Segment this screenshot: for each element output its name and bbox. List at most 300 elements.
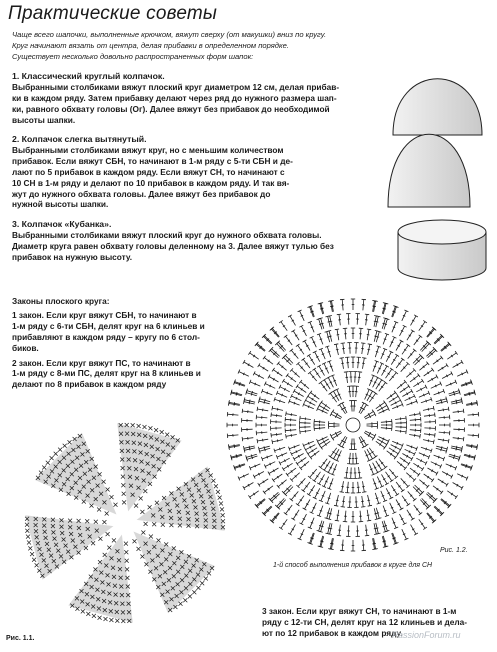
stitch-mark: [211, 479, 215, 483]
stitch-mark: [337, 335, 340, 336]
stitch-mark: [91, 541, 95, 545]
stitch-mark: [267, 456, 268, 459]
stitch-mark: [376, 322, 379, 323]
classic-cap-shape: [393, 79, 482, 135]
stitch-mark: [377, 337, 380, 338]
stitch-mark: [338, 444, 342, 447]
stitch-mark: [381, 441, 382, 443]
stitch-mark: [307, 394, 309, 398]
stitch-mark: [133, 539, 137, 543]
stitch-mark: [248, 364, 249, 366]
stitch-mark: [384, 510, 387, 511]
stitch-mark: [265, 449, 266, 452]
stitch-mark: [340, 492, 344, 493]
stitch-mark: [398, 345, 400, 346]
stitch-mark: [298, 455, 299, 457]
stitch-mark: [294, 402, 295, 405]
stitch-mark: [423, 454, 424, 456]
stitch-mark: [419, 512, 423, 515]
stitch-mark: [384, 339, 387, 340]
elongated-cap-shape: [388, 134, 470, 207]
stitch-mark: [26, 535, 30, 539]
stitch-mark: [380, 379, 384, 381]
stitch-mark: [98, 616, 102, 620]
section-line: жут до нужного обхвата головы. Далее вяжут без прибавок до: [12, 188, 271, 199]
stitch-mark: [409, 397, 410, 399]
stitch-mark: [407, 393, 408, 395]
stitch-mark: [200, 581, 204, 585]
stitch-mark: [255, 465, 256, 467]
stitch-mark: [327, 337, 330, 338]
stitch-mark: [300, 430, 301, 434]
stitch-mark: [307, 354, 311, 356]
stitch-mark: [372, 437, 375, 441]
stitch-mark: [440, 356, 443, 360]
stitch-mark: [216, 490, 220, 494]
stitch-mark: [263, 409, 264, 412]
stitch-mark: [344, 478, 348, 479]
section-line: Выбранными столбиками вяжут плоский круг до нужного обхвата головы.: [12, 229, 322, 240]
stitch-mark: [165, 433, 169, 437]
stitch-mark: [271, 433, 272, 437]
intro-line: Круг начинают вязать от центра, делая прибавки в определенном порядке.: [12, 41, 289, 50]
stitch-mark: [335, 395, 337, 396]
stitch-mark: [263, 439, 264, 442]
stitch-mark: [46, 461, 50, 465]
stitch-mark: [397, 394, 399, 398]
section-line: прибавок. Если вяжут СБН, то начинают в 1-м ряду с 5-ти СБН и де-: [12, 155, 293, 166]
section-line: нужной высоты шапки.: [12, 199, 109, 210]
stitch-mark: [374, 467, 376, 468]
stitch-mark: [306, 504, 308, 505]
stitch-mark: [279, 448, 280, 451]
section-line: ки, равного обхвату головы (Ог). Далее вяжут без прибавок до необходимой: [12, 103, 330, 114]
stitch-mark: [284, 460, 285, 462]
stitch-mark: [421, 460, 422, 462]
stitch-mark: [97, 508, 101, 512]
stitch-mark: [431, 479, 434, 483]
stitch-mark: [284, 335, 288, 338]
stitch-mark: [374, 366, 377, 367]
figure-1-1-label: Рис. 1.1.: [6, 635, 35, 642]
stitch-mark: [456, 448, 457, 451]
stitch-mark: [263, 491, 266, 495]
law-line: ряду с 12-ти СН, делят круг на 12 клиньев и дела-: [262, 617, 468, 627]
stitch-mark: [395, 494, 399, 496]
stitch-mark: [58, 448, 62, 452]
stitch-mark: [366, 394, 368, 395]
stitch-mark: [219, 502, 223, 506]
stitch-mark: [367, 335, 370, 336]
stitch-mark: [302, 358, 306, 361]
stitch-mark: [362, 363, 365, 364]
stitch-mark: [455, 351, 458, 355]
stitch-mark: [361, 507, 365, 508]
stitch-mark: [321, 479, 323, 480]
stitch-mark: [291, 434, 292, 437]
stitch-mark: [140, 555, 144, 559]
stitch-mark: [320, 446, 323, 450]
watermark: PassionForum.ru: [392, 630, 461, 640]
stitch-mark: [326, 316, 330, 317]
stitch-mark: [418, 374, 421, 378]
law-line: 2 закон. Если круг вяжут ПС, то начинают в: [12, 357, 191, 368]
stitch-mark: [463, 409, 464, 413]
stitch-mark: [418, 473, 421, 477]
stitch-mark: [313, 507, 315, 508]
stitch-mark: [368, 505, 372, 506]
stitch-mark: [221, 513, 225, 517]
stitch-mark: [328, 498, 331, 499]
stitch-mark: [264, 446, 265, 449]
stitch-mark: [328, 528, 331, 529]
stitch-mark: [423, 527, 427, 530]
stitch-mark: [311, 327, 313, 328]
stitch-mark: [335, 432, 336, 434]
stitch-mark: [381, 407, 382, 409]
stitch-mark: [341, 486, 344, 487]
stitch-mark: [103, 553, 107, 557]
stitch-mark: [319, 525, 322, 526]
law-line: биков.: [12, 342, 39, 353]
page-title: Практические советы: [8, 3, 218, 24]
stitch-mark: [137, 547, 141, 551]
stitch-mark: [325, 481, 327, 482]
stitch-mark: [105, 512, 109, 516]
stitch-mark: [343, 407, 345, 408]
stitch-mark: [277, 440, 278, 443]
stitch-mark: [322, 469, 326, 471]
stitch-mark: [365, 403, 369, 406]
stitch-mark: [420, 434, 421, 438]
stitch-mark: [272, 479, 275, 483]
stitch-mark: [307, 452, 309, 456]
stitch-mark: [115, 619, 119, 623]
stitch-mark: [370, 415, 371, 417]
stitch-mark: [431, 368, 434, 372]
stitch-mark: [122, 492, 126, 496]
stitch-mark: [438, 392, 439, 395]
stitch-mark: [272, 440, 273, 444]
stitch-mark: [30, 552, 34, 556]
stitch-mark: [110, 495, 114, 499]
stitch-mark: [408, 462, 411, 466]
stitch-mark: [390, 368, 394, 371]
stitch-mark: [456, 402, 457, 405]
stitch-mark: [218, 496, 222, 500]
stitch-mark: [336, 500, 339, 501]
stitch-mark: [257, 439, 258, 443]
stitch-mark: [382, 495, 384, 496]
stitch-mark: [372, 544, 375, 545]
stitch-mark: [367, 520, 371, 521]
section-heading: 3. Колпачок «Кубанка».: [12, 219, 112, 229]
section-line: лают по 5 прибавок в каждом ряду. Если вяжут СН, то начинают с: [12, 166, 285, 177]
stitch-mark: [374, 513, 377, 514]
stitch-mark: [462, 475, 463, 477]
stitch-mark: [448, 439, 449, 443]
stitch-mark: [183, 598, 187, 602]
stitch-mark: [310, 402, 311, 404]
stitch-mark: [279, 400, 280, 403]
stitch-mark: [414, 434, 415, 437]
stitch-mark: [25, 529, 29, 533]
stitch-mark: [252, 391, 253, 394]
stitch-mark: [85, 519, 89, 523]
stitch-mark: [461, 448, 462, 452]
stitch-mark: [426, 448, 427, 451]
stitch-mark: [307, 494, 311, 496]
stitch-mark: [343, 442, 345, 443]
stitch-mark: [330, 366, 333, 367]
stitch-mark: [409, 450, 410, 452]
stitch-mark: [322, 495, 324, 496]
stitch-mark: [330, 483, 333, 484]
stitch-mark: [310, 446, 311, 448]
stitch-mark: [370, 432, 371, 434]
stitch-mark: [107, 546, 111, 550]
stitch-mark: [341, 363, 344, 364]
stitch-mark: [471, 445, 472, 448]
stitch-mark: [407, 344, 411, 347]
kubanka-cap-shape: [398, 220, 486, 280]
stitch-mark: [388, 493, 390, 494]
stitch-mark: [384, 324, 387, 325]
stitch-mark: [144, 522, 148, 526]
stitch-mark: [388, 356, 390, 357]
stitch-mark: [155, 501, 159, 505]
stitch-mark: [383, 410, 384, 412]
stitch-mark: [267, 392, 268, 395]
stitch-mark: [86, 612, 90, 616]
stitch-mark: [329, 456, 333, 459]
stitch-mark: [411, 402, 412, 405]
stitch-mark: [143, 425, 147, 429]
stitch-mark: [316, 493, 318, 494]
stitch-mark: [441, 401, 442, 404]
stitch-mark: [298, 393, 299, 395]
stitch-mark: [393, 522, 395, 523]
stitch-mark: [457, 484, 458, 486]
stitch-mark: [457, 364, 458, 366]
stitch-mark: [341, 343, 345, 344]
stitch-mark: [294, 446, 295, 449]
stitch-mark: [264, 401, 265, 404]
figure-1-1-diagram: [10, 405, 250, 635]
stitch-mark: [329, 392, 333, 395]
stitch-mark: [330, 467, 332, 468]
stitch-mark: [28, 546, 32, 550]
stitch-mark: [421, 388, 422, 390]
stitch-mark: [368, 344, 372, 345]
stitch-mark: [344, 372, 348, 373]
law-line: 1 закон. Если круг вяжут СБН, то начинают в: [12, 309, 197, 320]
stitch-mark: [330, 543, 333, 544]
stitch-mark: [362, 486, 365, 487]
stitch-mark: [360, 407, 362, 408]
stitch-mark: [270, 463, 271, 465]
stitch-mark: [412, 320, 414, 321]
stitch-mark: [220, 507, 224, 511]
stitch-mark: [322, 379, 326, 381]
stitch-mark: [334, 344, 338, 345]
stitch-mark: [358, 372, 362, 373]
stitch-mark: [98, 537, 102, 541]
stitch-mark: [320, 510, 323, 511]
stitch-mark: [335, 329, 339, 330]
stitch-mark: [94, 520, 98, 524]
stitch-mark: [370, 469, 372, 470]
stitch-mark: [365, 314, 369, 315]
stitch-mark: [340, 358, 344, 359]
stitch-mark: [279, 320, 283, 323]
stitch-mark: [112, 538, 116, 542]
stitch-mark: [160, 430, 164, 434]
stitch-mark: [32, 558, 36, 562]
stitch-mark: [367, 515, 370, 516]
stitch-mark: [143, 489, 147, 493]
center-ring: [346, 418, 360, 432]
stitch-mark: [440, 491, 443, 495]
intro-line: Существует несколько довольно распространенных форм шапок:: [12, 52, 254, 61]
stitch-mark: [325, 368, 327, 369]
stitch-mark: [273, 378, 274, 380]
stitch-mark: [270, 385, 271, 387]
stitch-mark: [334, 505, 338, 506]
stitch-mark: [134, 504, 138, 508]
circle-laws: [12, 296, 237, 390]
stitch-mark: [435, 385, 436, 387]
stitch-mark: [397, 405, 398, 407]
stitch-mark: [204, 577, 208, 581]
stitch-mark: [125, 559, 129, 563]
stitch-mark: [335, 415, 336, 417]
stitch-mark: [428, 408, 429, 411]
stitch-mark: [291, 413, 292, 416]
stitch-mark: [122, 500, 126, 504]
stitch-mark: [443, 409, 444, 412]
stitch-mark: [106, 488, 110, 492]
stitch-mark: [104, 617, 108, 621]
stitch-mark: [376, 351, 379, 352]
stitch-mark: [333, 469, 335, 470]
stitch-mark: [284, 512, 288, 515]
stitch-mark: [406, 416, 407, 420]
stitch-mark: [414, 413, 415, 416]
stitch-mark: [154, 428, 158, 432]
stitch-mark: [383, 370, 385, 371]
stitch-mark: [312, 480, 316, 483]
stitch-mark: [296, 384, 299, 388]
laws-heading: Законы плоского круга:: [12, 296, 110, 306]
section-line: 10 СН в 1-м ряду и делают по 10 прибавок в каждом ряду. И так вя-: [12, 177, 290, 188]
stitch-mark: [341, 507, 345, 508]
stitch-mark: [272, 406, 273, 410]
stitch-mark: [450, 465, 451, 467]
stitch-mark: [329, 336, 332, 337]
stitch-mark: [323, 407, 324, 409]
stitch-mark: [335, 453, 337, 454]
stitch-mark: [179, 602, 183, 606]
stitch-mark: [441, 446, 442, 449]
stitch-mark: [328, 351, 331, 352]
stitch-mark: [286, 473, 289, 477]
stitch-mark: [370, 380, 372, 381]
stitch-mark: [152, 522, 156, 526]
stitch-mark: [454, 393, 455, 396]
stitch-mark: [422, 467, 424, 471]
stitch-mark: [141, 531, 145, 535]
stitch-mark: [382, 354, 384, 355]
law-line: 3 закон. Если круг вяжут СН, то начинают в 1-м: [262, 606, 457, 616]
stitch-mark: [296, 462, 299, 466]
stitch-mark: [296, 397, 297, 399]
stitch-mark: [384, 446, 387, 450]
stitch-mark: [373, 306, 376, 307]
stitch-mark: [368, 349, 371, 350]
stitch-mark: [328, 322, 331, 323]
stitch-mark: [422, 379, 424, 383]
stitch-mark: [286, 412, 287, 416]
stitch-mark: [403, 534, 405, 535]
stitch-mark: [322, 410, 323, 412]
stitch-mark: [54, 452, 58, 456]
stitch-mark: [411, 446, 412, 449]
stitch-mark: [435, 463, 436, 465]
stitch-mark: [369, 453, 371, 454]
stitch-mark: [423, 394, 424, 396]
stitch-mark: [361, 343, 365, 344]
stitch-mark: [320, 339, 323, 340]
stitch-mark: [282, 379, 284, 383]
stitch-mark: [192, 590, 196, 594]
stitch-mark: [455, 495, 458, 499]
stitch-mark: [407, 503, 411, 506]
stitch-mark: [383, 526, 386, 527]
stitch-mark: [327, 513, 330, 514]
stitch-mark: [453, 456, 454, 459]
stitch-mark: [109, 618, 113, 622]
stitch-mark: [292, 529, 294, 530]
stitch-mark: [448, 407, 449, 411]
stitch-mark: [378, 368, 380, 369]
stitch-mark: [161, 523, 165, 527]
stitch-mark: [35, 563, 39, 567]
stitch-mark: [321, 370, 323, 371]
stitch-mark: [286, 374, 289, 378]
stitch-mark: [92, 614, 96, 618]
stitch-mark: [406, 430, 407, 434]
stitch-mark: [390, 480, 394, 483]
figure-1-2-label: Рис. 1.2.: [440, 547, 468, 554]
stitch-mark: [292, 320, 294, 321]
stitch-mark: [121, 483, 125, 487]
stitch-mark: [124, 550, 128, 554]
section-heading: 2. Колпачок слегка вытянутый.: [12, 134, 147, 144]
stitch-mark: [27, 541, 31, 545]
section-line: ки в каждом ряду. Затем прибавку делают через ряд до нужного размера шап-: [12, 92, 337, 103]
stitch-mark: [374, 392, 378, 395]
section-line: Выбранными столбиками вяжут плоский круг диаметром 12 см, делая прибав-: [12, 81, 340, 92]
stitch-mark: [401, 358, 405, 361]
stitch-mark: [441, 399, 442, 402]
stitch-mark: [250, 400, 251, 403]
stitch-mark: [306, 345, 308, 346]
stitch-mark: [137, 424, 141, 428]
stitch-mark: [336, 349, 339, 350]
figure-1-2-caption: 1-й способ выполнения прибавок в круге для СН: [273, 562, 433, 569]
stitch-mark: [263, 356, 266, 360]
